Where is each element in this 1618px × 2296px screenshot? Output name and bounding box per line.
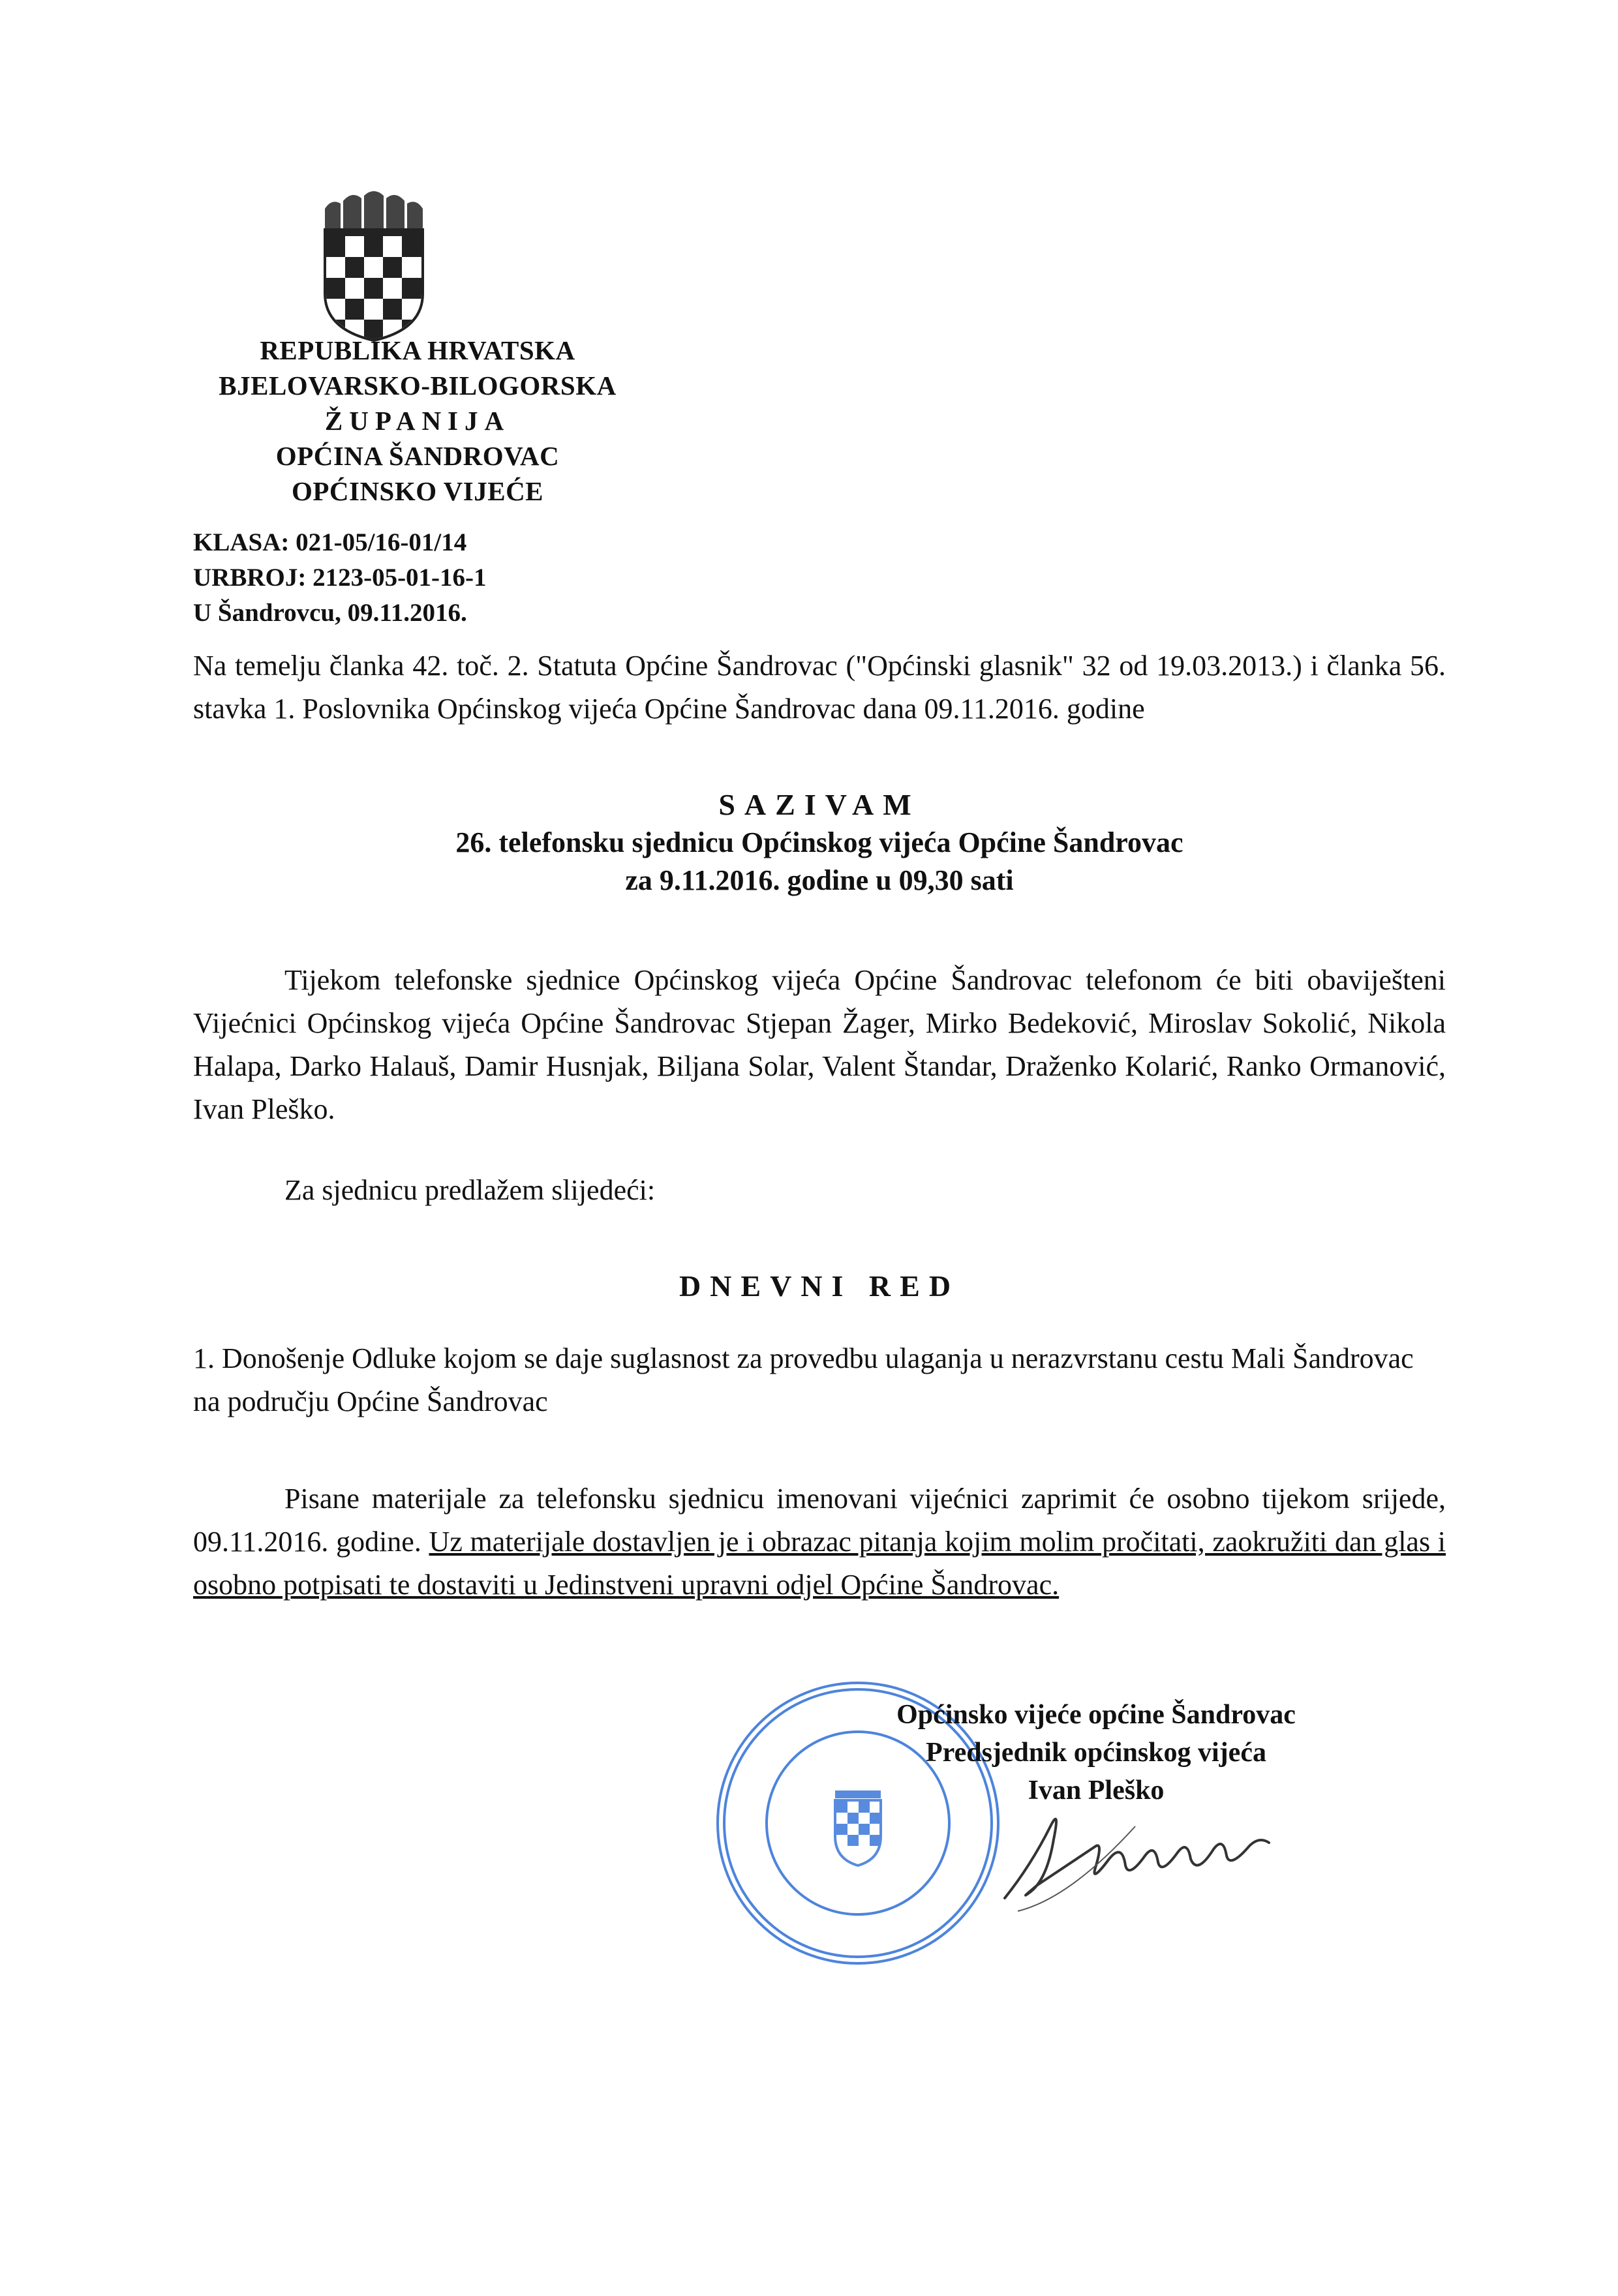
agenda-title: DNEVNI RED (679, 1269, 960, 1303)
urbroj-line: URBROJ: 2123-05-01-16-1 (193, 564, 487, 592)
signature-role: Predsjednik općinskog vijeća (926, 1738, 1266, 1768)
header-county-word: ŽUPANIJA (324, 406, 511, 436)
coat-of-arms-icon (318, 189, 429, 342)
materials-underlined-text: Uz materijale dostavljen je i obrazac pitanja kojim molim pročitati, zaokružiti dan glas i osobno potpisati te dostaviti u Jedinstveni upravni odjel Općine Šandrovac. (193, 1526, 1446, 1601)
header-council: OPĆINSKO VIJEĆE (291, 476, 544, 506)
place-date-line: U Šandrovcu, 09.11.2016. (193, 599, 467, 627)
intro-paragraph: Na temelju članka 42. toč. 2. Statuta Općine Šandrovac ("Općinski glasnik" 32 od 19.03.2013.) i članka 56. stavka 1. Poslovnika Općinskog vijeća Općine Šandrovac dana 09.11.2016. godine (193, 650, 1446, 725)
materials-paragraph (193, 1477, 1446, 1607)
agenda-item: 1. Donošenje Odluke kojom se daje suglasnost za provedbu ulaganja u nerazvrstanu cestu Mali Šandrovac na području Općine Šandrovac (193, 1342, 1414, 1417)
header-republic: REPUBLIKA HRVATSKA (260, 335, 575, 365)
attendance-paragraph: Tijekom telefonske sjednice Općinskog vijeća Općine Šandrovac telefonom će biti obaviješteni Vijećnici Općinskog vijeća Općine Šandrovac Stjepan Žager, Mirko Bedeković, Miroslav Sokolić, Nikola Halapa, Darko Halauš, Damir Husnjak, Biljana Solar, Valent Štandar, Draženko Kolarić, Ranko Ormanović, Ivan Pleško. (193, 964, 1446, 1125)
klasa-line: KLASA: 021-05/16-01/14 (193, 528, 467, 556)
document-header (183, 333, 652, 509)
propose-line: Za sjednicu predlažem slijedeći: (284, 1174, 656, 1206)
header-municipality: OPĆINA ŠANDROVAC (275, 441, 560, 471)
summon-session-line: 26. telefonsku sjednicu Općinskog vijeća Općine Šandrovac (455, 826, 1183, 858)
summon-title: SAZIVAM (718, 788, 921, 821)
signature-council: Općinsko vijeće općine Šandrovac (896, 1700, 1296, 1730)
header-county: BJELOVARSKO-BILOGORSKA (219, 370, 617, 400)
signature-name: Ivan Pleško (1028, 1775, 1165, 1805)
handwritten-signature-icon (992, 1787, 1279, 1918)
summon-date-line: za 9.11.2016. godine u 09,30 sati (625, 864, 1014, 896)
summon-block (193, 786, 1446, 899)
materials-text: Pisane materijale za telefonsku sjednicu imenovani vijećnici zaprimit će osobno tijekom srijede, 09.11.2016. godine. (193, 1483, 1446, 1558)
document-references (193, 525, 487, 631)
